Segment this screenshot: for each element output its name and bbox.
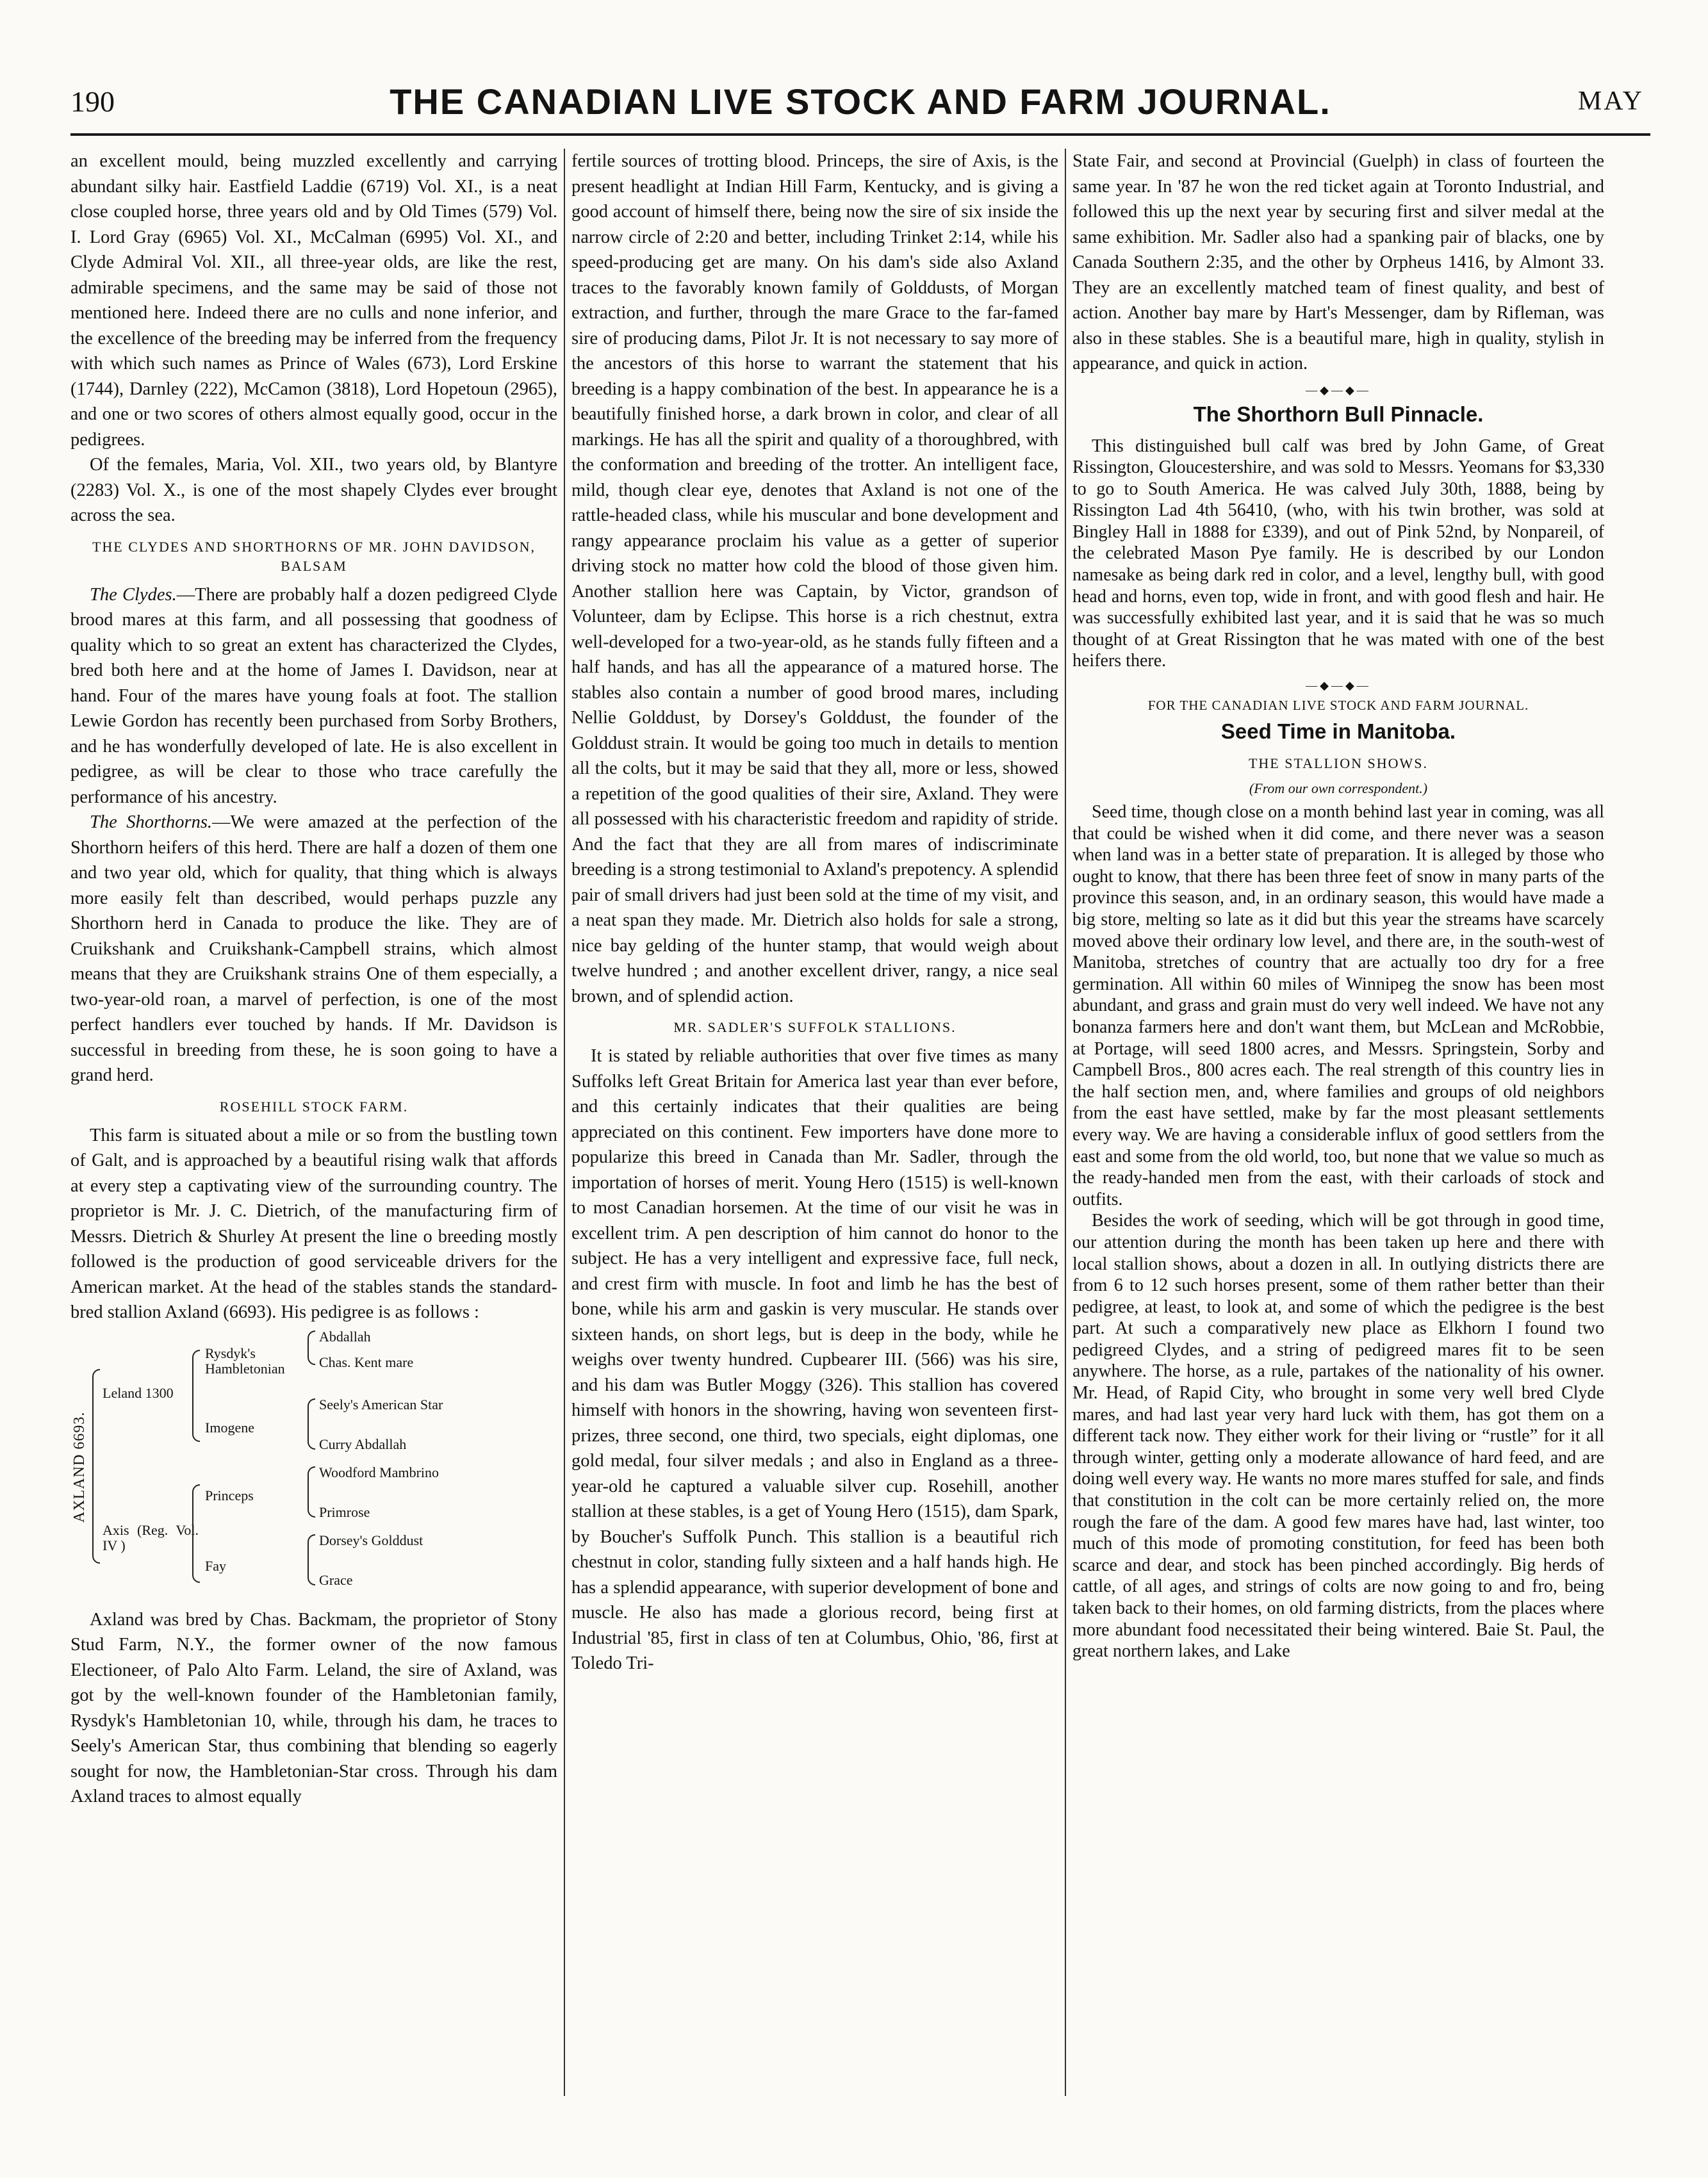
paragraph (70, 582, 557, 810)
paragraph: Seed time, though close on a month behind last year in coming, was all that could be wished when it did come, and there never was a season when land was in a better state of preparation. It is alleged by those who ought to know, that there has been three feet of snow in many parts of the province this season, and, in an ordinary season, this would have made a big store, melting so late as it did but this year the streams have scarcely moved above their ordinary low level, and there are, in the south-west of Manitoba, stretches of country that are actually too dry for a free germination. All within 60 miles of Winnipeg the snow has been most abundant, and grass and grain must do very well indeed. We have not any bonanza farmers here and don't want them, but McLean and McRobbie, at Portage, will seed 1800 acres, and Messrs. Springstein, Sorby and Campbell Bros., 800 acres each. The real strength of this country lies in the half section men, and, where families and groups of old neighbors from the east have settled, make by far the most pleasant settlements every way. We are having a considerable influx of good settlers from the east and some from the old world, too, but none that we value so much as the ready-handed men from the east, with their carloads of stock and outfits. (1072, 802, 1604, 1209)
pedigree-chart (70, 1328, 557, 1600)
paragraph: This distinguished bull calf was bred by John Game, of Great Rissington, Gloucestershire, and was sold to Messrs. Yeomans for $3,330 to go to South America. He was calved July 30th, 1888, being by Rissington Lad 4th 56410, (who, with his twin brother, was sold at Bingley Hall in 1888 for £339), and out of Pink 52nd, by Nonpareil, of the celebrated Mason Pye family. He is described by our London namesake as being dark red in color, and a level, lengthy bull, with good head and horns, even top, wide in front, and with good flesh and hair. He was successfully exhibited last year, and it is said that he was so much thought of at Great Rissington that he was mated with one of the best heifers there. (1072, 436, 1604, 671)
pedigree-root: AXLAND 6693. (71, 1411, 88, 1523)
pedigree-sire-dam: Imogene (205, 1419, 254, 1436)
article-body (1072, 436, 1604, 673)
pedigree-dam: Axis (Reg. Vol. IV ) (103, 1521, 199, 1553)
pedigree-entry: Seely's American Star (319, 1396, 443, 1412)
run-in-heading: The Shorthorns. (90, 812, 213, 832)
pedigree-entry: Chas. Kent mare (319, 1354, 414, 1370)
pedigree-sire-sire: Rysdyk's Hambletonian (205, 1345, 285, 1377)
column-1 (70, 149, 557, 2102)
paragraph: an excellent mould, being muzzled excellently and carrying abundant silky hair. Eastfield Laddie (6719) Vol. XI., is a neat close coupled horse, three years old and by Old Times (579) Vol. I. Lord Gray (6965) Vol. XI., McCalman (6995) Vol. XI., and Clyde Admiral Vol. XII., all three-year olds, are like the rest, admirable specimens, and the same may be said of those not mentioned here. Indeed there are no culls and none inferior, and the excellence of the breeding may be inferred from the frequency with which such names as Prince of Wales (673), Lord Erskine (1744), Darnley (222), McCamon (3818), Lord Hopetoun (2965), and one or two scores of others almost equally good, occur in the pedigrees. (70, 151, 557, 450)
column-3 (1072, 149, 1604, 2102)
column-rule-right (1065, 149, 1066, 2096)
pedigree-brace (92, 1369, 100, 1564)
pedigree-entry: Woodford Mambrino (319, 1464, 439, 1480)
pedigree-dam-sire: Princeps (205, 1487, 254, 1503)
paragraph-text: —There are probably half a dozen pedigreed Clyde brood mares at this farm, and all possessing that goodness of quality which to so great an extent has characterized the Clydes, bred both here and at the home of James I. Davidson, near at hand. Four of the mares have young foals at foot. The stallion Lewie Gordon has recently been purchased from Sorby Brothers, and he has wonderfully developed of late. He is also excellent in pedigree, as will be clear to those who trace carefully the performance of his ancestry. (70, 584, 557, 807)
paragraph: Axland was bred by Chas. Backmam, the proprietor of Stony Stud Farm, N.Y., the former owner of the now famous Electioneer, of Palo Alto Farm. Leland, the sire of Axland, was got by the well-known founder of the Hambletonian family, Rysdyk's Hambletonian 10, while, through his dam, he traces to Seely's American Star, thus combining that blending so eagerly sought for now, the Hambletonian-Star cross. Through his dam Axland traces to almost equally (70, 1609, 557, 1806)
paragraph: Of the females, Maria, Vol. XII., two years old, by Blantyre (2283) Vol. X., is one of the most shapely Clydes ever brought across the sea. (70, 455, 557, 525)
pedigree-sire: Leland 1300 (103, 1384, 174, 1401)
pedigree-brace (192, 1484, 200, 1583)
byline: (From our own correspondent.) (1249, 780, 1428, 797)
paragraph (70, 810, 557, 1088)
paragraph: State Fair, and second at Provincial (Guelph) in class of fourteen the same year. In '87 he won the red ticket again at Toronto Industrial, and followed this up the next year by securing first and silver medal at the same exhibition. Mr. Sadler also had a spanking pair of blacks, one by Canada Southern 2:35, and the other by Orpheus 1416, by Almont 33. They are an excellently matched team of finest quality, and best of action. Another bay mare by Hart's Messenger, dam by Rifleman, was also in these stables. She is a beautiful mare, high in quality, stylish in appearance, and quick in action. (1072, 151, 1604, 373)
section-ornament: —◆—◆— (1306, 383, 1371, 397)
article-headline: Seed Time in Manitoba. (1220, 719, 1456, 744)
column-2 (571, 149, 1058, 2102)
column-rule-left (564, 149, 565, 2096)
section-subheading: THE STALLION SHOWS. (1248, 755, 1429, 772)
article-headline: The Shorthorn Bull Pinnacle. (1193, 402, 1484, 426)
journal-title: THE CANADIAN LIVE STOCK AND FARM JOURNAL. (390, 81, 1331, 122)
paragraph: This farm is situated about a mile or so from the bustling town of Galt, and is approached by a beautiful rising walk that affords at every step a captivating view of the surrounding country. The proprietor is Mr. J. C. Dietrich, of the manufacturing firm of Messrs. Dietrich & Shurley At present the line o breeding mostly followed is the production of good serviceable drivers for the American market. At the head of the stables stands the standard-bred stallion Axland (6693). His pedigree is as follows : (70, 1125, 557, 1322)
paragraph: Besides the work of seeding, which will be got through in good time, our attention during the month has been taken up here and there with local stallion shows, about a dozen in all. In outlying districts there are from 6 to 12 such horses present, some of them rather better than their pedigree, at least, to look at, and some of which the pedigree is the best part. At such a comparatively new place as Elkhorn I found two pedigreed Clydes, and a string of pedigreed mares fit to be seen anywhere. The horse, as a rule, partakes of the nationality of his owner. Mr. Head, of Rapid City, who brought in some very well bred Clyde mares, and had last year very hard luck with them, has got them on a different tack now. They either work for their living or “rustle” for it all through winter, getting only a moderate allowance of hard feed, and are doing well every way. He wants no more mares stuffed for sale, and finds that constitution in the colt can be more certainly relied on, the more rough the fare of the dam. A good few mares have had, last winter, too much of this mode of promoting constitution, for feed has been both scarce and dear, and stock has been pinched accordingly. Big herds of cattle, of all ages, and strings of colts are now going to and fro, being taken back to their homes, on old farming districts, from the places where more abundant food necessitated their being wintered. Baie St. Paul, the great northern lakes, and Lake (1072, 1211, 1604, 1662)
page-number: 190 (70, 85, 115, 118)
pedigree-brace (308, 1398, 315, 1450)
pedigree-brace (308, 1331, 315, 1365)
paragraph: It is stated by reliable authorities that over five times as many Suffolks left Great Britain for America last year than ever before, and this certainly indicates that their qualities are being appreciated on this continent. Few importers have done more to popularize this breed in Canada than Mr. Sadler, through the importation of horses of merit. Young Hero (1515) is well-known to most Canadian horsemen. At the time of our visit he was in excellent trim. A pen description of him cannot do honor to the subject. He has a very intelligent and expressive face, full neck, and crest firm with muscle. In foot and limb he has the best of bone, while his arm and gaskin is very muscular. He stands over sixteen hands, on short legs, but is deep in the body, while he weighs over twenty hundred. Cupbearer III. (566) was his sire, and his dam was Butler Moggy (326). This stallion has covered himself with honors in the showring, having won seventeen first-prizes, three second, one third, two specials, eight diplomas, one gold medal, four silver medals ; and also in England as a three-year-old he captured a valuable silver cup. Rosehill, another stallion at these stables, is a get of Young Hero (1515), dam Spark, by Boucher's Suffolk Punch. This stallion is a beautiful rich chestnut in color, standing fully sixteen and a half hands high. He has a splendid appearance, with superior development of bone and muscle. He also has made a glorious record, being first at Industrial '85, first in class of ten at Columbus, Ohio, '86, first at Toledo Tri- (571, 1046, 1058, 1673)
pedigree-entry: Grace (319, 1571, 353, 1588)
page-header (70, 76, 1650, 136)
run-in-heading: The Clydes. (90, 584, 177, 605)
section-subheading: ROSEHILL STOCK FARM. (219, 1098, 409, 1115)
pedigree-entry: Curry Abdallah (319, 1436, 407, 1452)
pedigree-brace (308, 1534, 315, 1585)
pedigree-entry: Abdallah (319, 1328, 371, 1345)
pedigree-dam-dam: Fay (205, 1557, 226, 1574)
issue-month: MAY (1577, 86, 1644, 116)
article-body (1072, 801, 1604, 1662)
section-ornament: —◆—◆— (1306, 679, 1371, 692)
pedigree-brace (308, 1466, 315, 1518)
pedigree-entry: Primrose (319, 1503, 370, 1520)
section-subheading: MR. SADLER'S SUFFOLK STALLIONS. (673, 1019, 957, 1035)
paragraph-text: —We were amazed at the perfection of the Shorthorn heifers of this herd. There are half a dozen of them one and two year old, which for quality, that thing which is always more easily felt than described, would perhaps puzzle any Shorthorn herd in Canada to produce the like. They are of Cruikshank and Cruikshank-Campbell strains, which almost means that they are Cruikshank strains One of them especially, a two-year-old roan, a marvel of perfection, is one of the most perfect handlers ever touched by hands. If Mr. Davidson is successful in breeding from these, he is soon going to have a grand herd. (70, 812, 557, 1085)
paragraph: fertile sources of trotting blood. Princeps, the sire of Axis, is the present headlight at Indian Hill Farm, Kentucky, and is giving a good account of himself there, being now the sire of six inside the narrow circle of 2:20 and better, including Trinket 2:14, while his speed-producing get are many. On his dam's side also Axland traces to the favorably known family of Golddusts, of Morgan extraction, and further, through the mare Grace to the far-famed sire of producing dams, Pilot Jr. It is not necessary to say more of the ancestors of this horse to warrant the statement that his breeding is a happy combination of the best. In appearance he is a beautifully finished horse, a dark brown in color, and clear of all markings. He has all the spirit and quality of a thoroughbred, with the conformation and breeding of the trotter. An intelligent face, mild, though clear eye, denotes that Axland is not one of the rattle-headed class, while his muscular and bone development and rangy appearance proclaim his value as a getter of superior driving stock no matter how cold the blood of those given him. Another stallion here was Captain, by Victor, grandson of Volunteer, dam by Eclipse. This horse is a rich chestnut, extra well-developed for a two-year-old, as he stands fully fifteen and a half hands, and has all the appearance of a matured horse. The stables also contain a number of good brood mares, including Nellie Golddust, by Dorsey's Golddust, the founder of the Golddust strain. It would be going too much in details to mention all the colts, but it may be said that they all, more or less, showed a repetition of the good qualities of their sire, Axland. They were all possessed with his characteristic freedom and rapidity of stride. And the fact that they are all from mares of indiscriminate breeding is a strong testimonial to Axland's prepotency. A splendid pair of small drivers had just been sold at the time of my visit, and a neat span they made. Mr. Dietrich also holds for sale a strong, nice bay gelding of the hunter stamp, that would weigh about twelve hundred ; and another excellent driver, rangy, a nice seal brown, and of splendid action. (571, 151, 1058, 1006)
article-kicker: FOR THE CANADIAN LIVE STOCK AND FARM JOURNAL. (1147, 698, 1529, 714)
pedigree-brace (192, 1350, 200, 1442)
section-subheading: THE CLYDES AND SHORTHORNS OF MR. JOHN DAVIDSON, BALSAM (92, 538, 536, 574)
pedigree-entry: Dorsey's Golddust (319, 1532, 423, 1548)
